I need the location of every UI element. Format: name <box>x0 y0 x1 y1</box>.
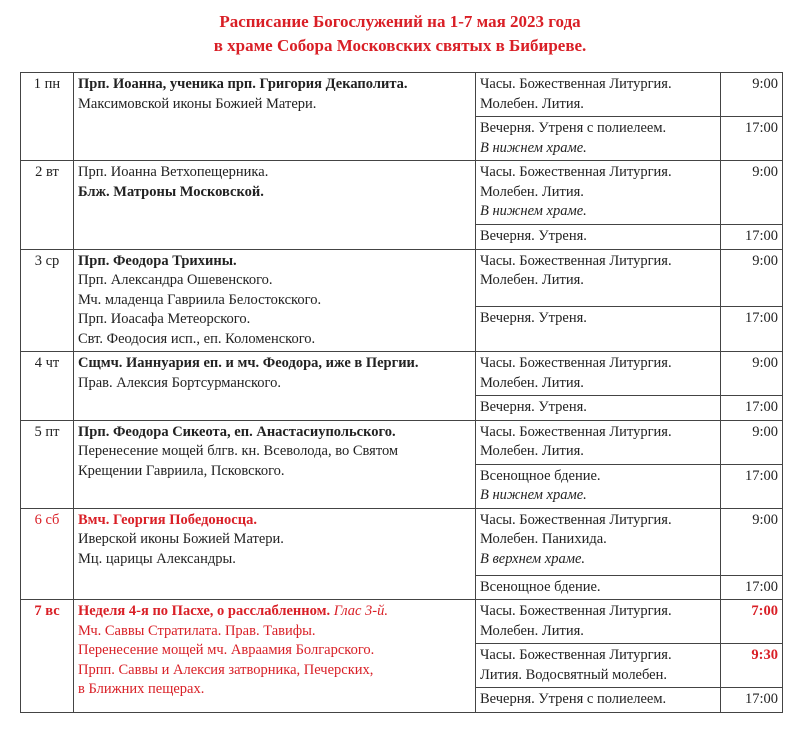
schedule-table <box>20 72 783 713</box>
service-cell <box>476 575 721 600</box>
saint-line: Крещении Гавриила, Псковского. <box>78 462 285 479</box>
service-cell <box>476 249 721 306</box>
time-cell: 17:00 <box>721 688 783 713</box>
saint-line: Прп. Феодора Сикеота, еп. Анастасиупольского. <box>78 423 396 440</box>
service-line: Всенощное бдение. <box>480 578 601 595</box>
time-cell: 17:00 <box>721 117 783 161</box>
service-line: Молебен. Панихида. <box>480 531 607 547</box>
saint-line: Сщмч. Ианнуария еп. и мч. Феодора, иже в Пергии. <box>78 355 419 371</box>
saint-line: Максимовской иконы Божией Матери. <box>78 95 317 112</box>
service-line: Молебен. Лития. <box>480 272 584 288</box>
service-line: Часы. Божественная Литургия. <box>480 603 672 619</box>
service-line: Молебен. Лития. <box>480 374 584 391</box>
saints-cell <box>74 420 476 508</box>
saint-line: Прпп. Саввы и Алексия затворника, Печерских, <box>78 661 374 678</box>
service-line: Всенощное бдение. <box>480 467 601 484</box>
table-row <box>21 420 783 464</box>
day-cell: 2 вт <box>21 161 74 250</box>
time-cell: 17:00 <box>721 396 783 421</box>
service-line: Часы. Божественная Литургия. <box>480 511 672 528</box>
saints-cell <box>74 600 476 713</box>
service-cell <box>476 644 721 688</box>
saint-tone: Глас 3-й. <box>330 603 388 619</box>
day-cell: 4 чт <box>21 352 74 421</box>
service-line: Вечерня. Утреня. <box>480 309 587 326</box>
saint-line: Прп. Александра Ошевенского. <box>78 272 273 288</box>
service-cell <box>476 352 721 396</box>
table-row <box>21 600 783 644</box>
service-note: В верхнем храме. <box>480 550 586 567</box>
service-line: Молебен. Лития. <box>480 183 584 200</box>
time-cell: 17:00 <box>721 464 783 508</box>
service-cell <box>476 306 721 351</box>
saint-feast: Неделя 4-я по Пасхе, о расслабленном. <box>78 603 331 619</box>
saint-line: Перенесение мощей блгв. кн. Всеволода, во Святом <box>78 443 399 459</box>
time-cell: 9:00 <box>721 161 783 225</box>
time-cell: 9:00 <box>721 249 783 306</box>
service-note: В нижнем храме. <box>480 139 587 156</box>
saint-line: Вмч. Георгия Победоносца. <box>78 511 257 528</box>
time-cell: 9:00 <box>721 73 783 117</box>
service-line: Вечерня. Утреня. <box>480 228 587 244</box>
table-row <box>21 249 783 306</box>
service-line: Часы. Божественная Литургия. <box>480 647 672 663</box>
page-subtitle: в храме Собора Московских святых в Бибиреве. <box>213 36 587 55</box>
table-row <box>21 73 783 117</box>
saint-line: Прп. Иоанна, ученика прп. Григория Декаполита. <box>78 76 408 92</box>
saints-cell <box>74 73 476 161</box>
table-row <box>21 508 783 575</box>
saints-cell <box>74 161 476 250</box>
service-note: В нижнем храме. <box>480 203 587 219</box>
time-cell: 9:30 <box>721 644 783 688</box>
service-line: Часы. Божественная Литургия. <box>480 164 672 180</box>
day-cell: 5 пт <box>21 420 74 508</box>
service-line: Вечерня. Утреня с полиелеем. <box>480 691 667 707</box>
time-cell: 7:00 <box>721 600 783 644</box>
service-line: Молебен. Лития. <box>480 443 584 459</box>
service-cell <box>476 508 721 575</box>
time-cell: 17:00 <box>721 306 783 351</box>
saint-line: Мц. царицы Александры. <box>78 550 236 567</box>
saint-line: Блж. Матроны Московской. <box>78 183 264 200</box>
day-cell: 7 вс <box>21 600 74 713</box>
service-line: Часы. Божественная Литургия. <box>480 252 672 269</box>
saints-cell <box>74 352 476 421</box>
saint-line: Свт. Феодосия исп., еп. Коломенского. <box>78 330 316 347</box>
day-cell: 6 сб <box>21 508 74 600</box>
saint-line: Перенесение мощей мч. Авраамия Болгарского. <box>78 642 375 658</box>
day-cell: 3 ср <box>21 249 74 352</box>
saints-cell <box>74 508 476 600</box>
service-line: Часы. Божественная Литургия. <box>480 355 672 371</box>
service-cell <box>476 73 721 117</box>
saint-line: Прп. Иоанна Ветхопещерника. <box>78 164 269 180</box>
saint-line: Мч. Саввы Стратилата. Прав. Тавифы. <box>78 622 316 639</box>
service-cell <box>476 225 721 250</box>
service-line: Лития. Водосвятный молебен. <box>480 666 667 683</box>
service-note: В нижнем храме. <box>480 487 587 503</box>
service-cell <box>476 464 721 508</box>
service-line: Вечерня. Утреня. <box>480 399 587 415</box>
saint-line: Прп. Феодора Трихины. <box>78 252 237 269</box>
page-title: Расписание Богослужений на 1-7 мая 2023 года <box>219 12 581 31</box>
time-cell: 9:00 <box>721 352 783 396</box>
service-line: Вечерня. Утреня с полиелеем. <box>480 120 667 136</box>
saint-line: в Ближних пещерах. <box>78 681 205 697</box>
saint-line: Мч. младенца Гавриила Белостокского. <box>78 291 322 308</box>
service-cell <box>476 600 721 644</box>
time-cell: 9:00 <box>721 508 783 575</box>
service-line: Молебен. Лития. <box>480 622 584 639</box>
day-cell: 1 пн <box>21 73 74 161</box>
service-cell <box>476 688 721 713</box>
service-cell <box>476 161 721 225</box>
time-cell: 9:00 <box>721 420 783 464</box>
service-line: Часы. Божественная Литургия. <box>480 76 672 92</box>
saint-line: Иверской иконы Божией Матери. <box>78 531 284 547</box>
table-row <box>21 352 783 396</box>
service-cell <box>476 117 721 161</box>
service-cell <box>476 396 721 421</box>
time-cell: 17:00 <box>721 225 783 250</box>
service-line: Часы. Божественная Литургия. <box>480 423 672 440</box>
saints-cell <box>74 249 476 352</box>
saint-line <box>78 602 471 622</box>
service-cell <box>476 420 721 464</box>
service-line: Молебен. Лития. <box>480 95 584 112</box>
saint-line: Прав. Алексия Бортсурманского. <box>78 374 281 391</box>
time-cell: 17:00 <box>721 575 783 600</box>
table-row <box>21 161 783 225</box>
saint-line: Прп. Иоасафа Метеорского. <box>78 311 251 327</box>
